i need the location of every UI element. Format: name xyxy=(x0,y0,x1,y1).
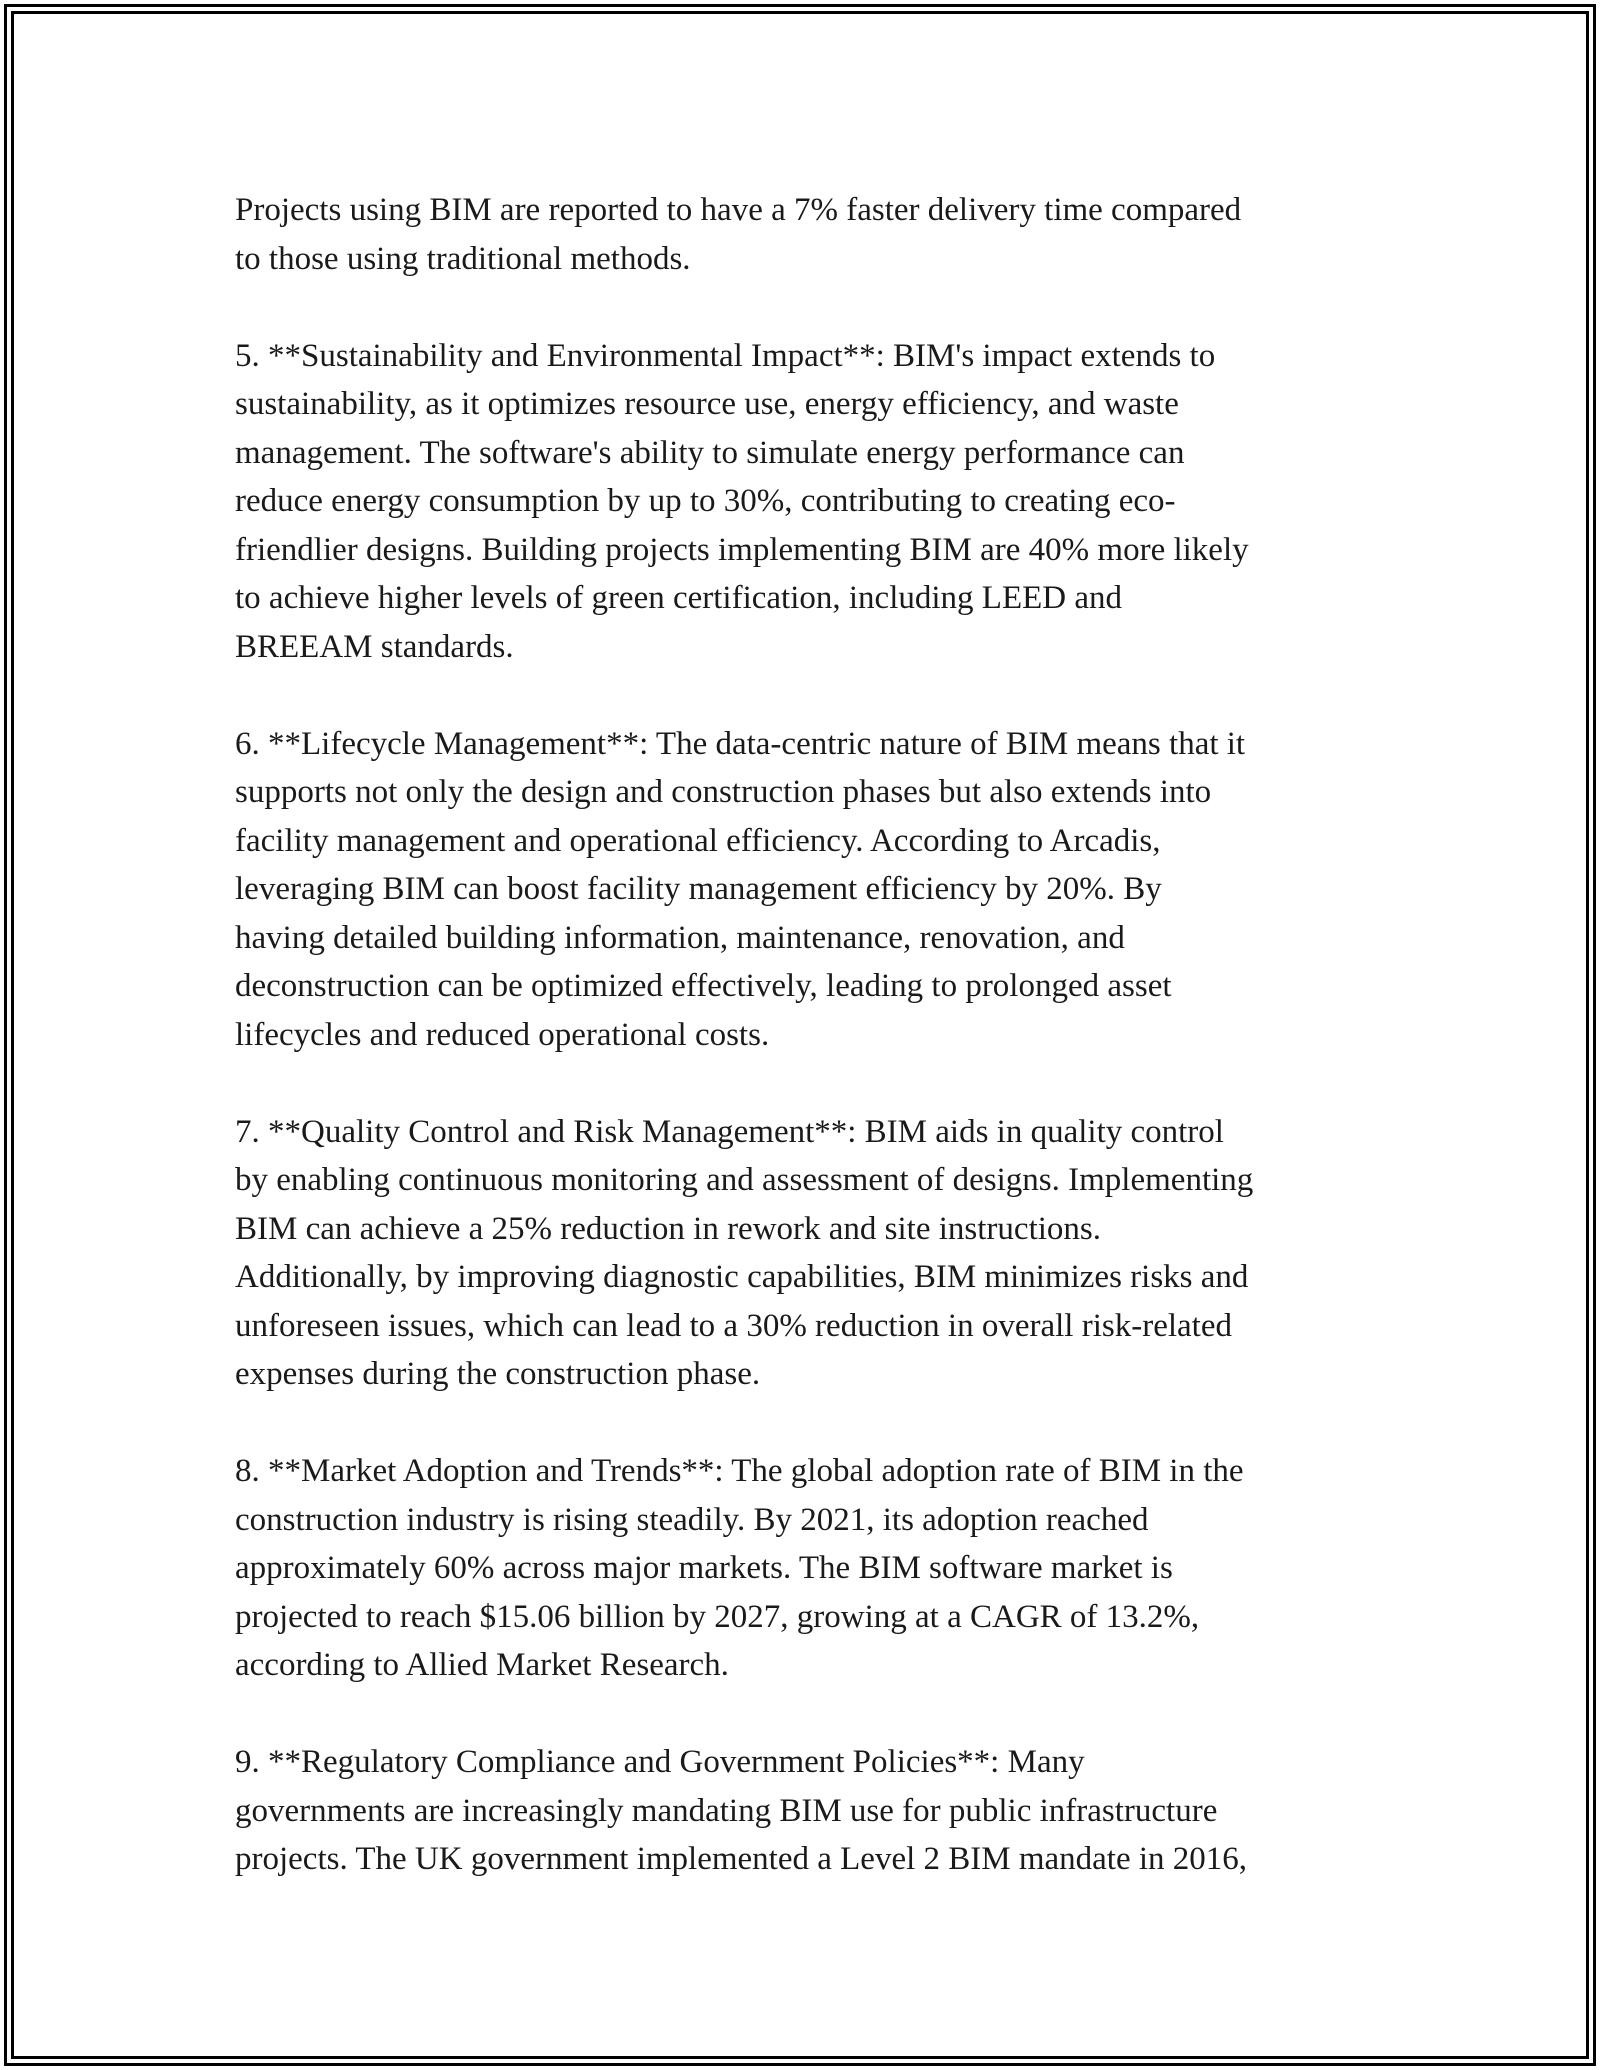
paragraph-lifecycle-management: 6. **Lifecycle Management**: The data-centric nature of BIM means that it supports not only the design and construction phases but also extends into facility management and operational efficiency. According to Arcadis, leveraging BIM can boost facility management efficiency by 20%. By having detailed building information, maintenance, renovation, and deconstruction can be optimized effectively, leading to prolonged asset lifecycles and reduced operational costs. xyxy=(235,725,1246,1053)
paragraph-regulatory-compliance: 9. **Regulatory Compliance and Government Policies**: Many governments are increasingly mandating BIM use for public infrastructure projects. The UK government implemented a Level 2 BIM mandate in 2016, xyxy=(235,1744,1248,1877)
paragraph-delivery-time: Projects using BIM are reported to have a 7% faster delivery time compared to those using traditional methods. xyxy=(235,192,1242,277)
paragraph-quality-control: 7. **Quality Control and Risk Management**: BIM aids in quality control by enabling continuous monitoring and assessment of designs. Implementing BIM can achieve a 25% reduction in rework and site instructions. Additionally, by improving diagnostic capabilities, BIM minimizes risks and unforeseen issues, which can lead to a 30% reduction in overall risk-related expenses during the construction phase. xyxy=(235,1113,1254,1392)
paragraph-market-adoption: 8. **Market Adoption and Trends**: The global adoption rate of BIM in the construction industry is rising steadily. By 2021, its adoption reached approximately 60% across major markets. The BIM software market is projected to reach $15.06 billion by 2027, growing at a CAGR of 13.2%, according to Allied Market Research. xyxy=(235,1453,1244,1683)
paragraph-sustainability: 5. **Sustainability and Environmental Impact**: BIM's impact extends to sustainability, as it optimizes resource use, energy efficiency, and waste management. The software's ability to simulate energy performance can reduce energy consumption by up to 30%, contributing to creating eco- friendlier designs. Building projects implementing BIM are 40% more likely to achieve higher levels of green certification, including LEED and BREEAM standards. xyxy=(235,337,1249,665)
document-body xyxy=(235,186,1375,1884)
